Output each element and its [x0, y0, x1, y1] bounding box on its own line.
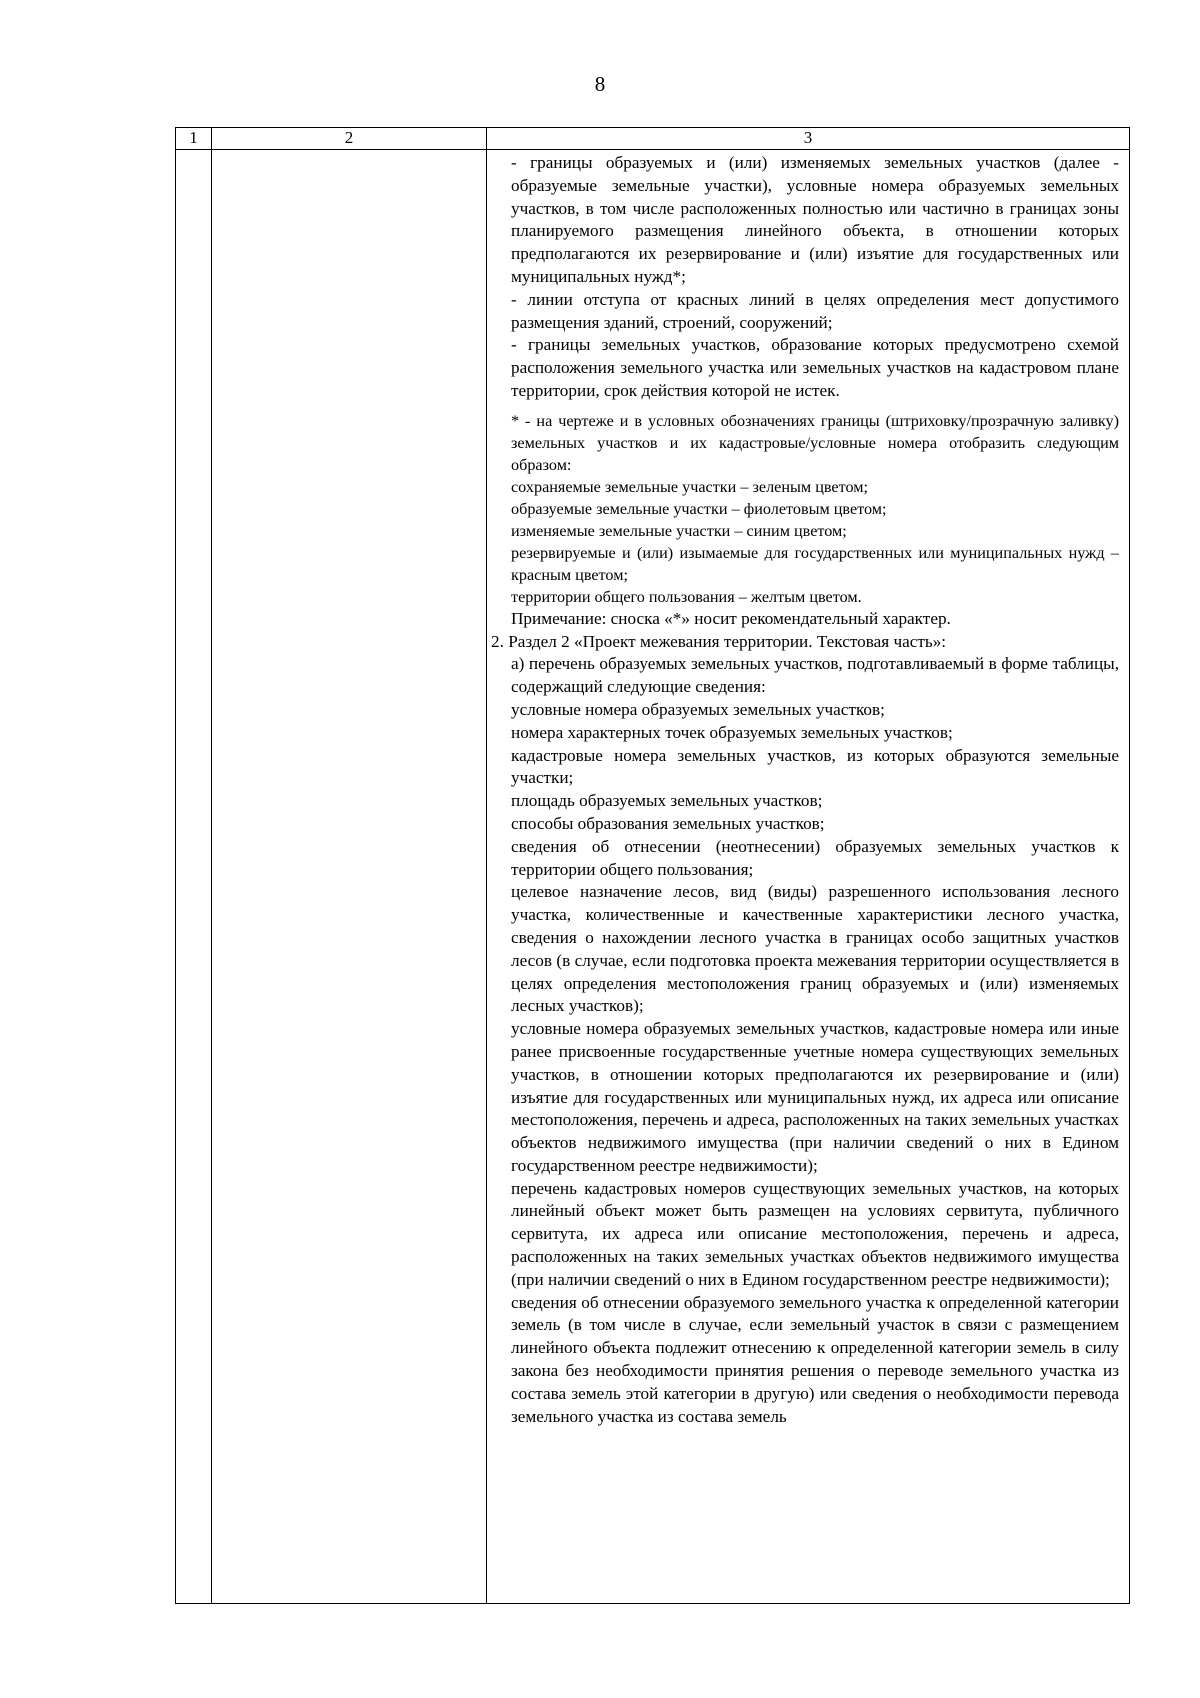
list-item: целевое назначение лесов, вид (виды) разрешенного использования лесного участка, количественные и качественные характеристики лесного участка, сведения о нахождении лесного участка в границах особо защитных участков лесов (в случае, если подготовка проекта межевания территории осуществляется в целях определения местоположения границ образуемых и (или) изменяемых лесных участков);: [511, 882, 1119, 1016]
column-divider-1: [211, 127, 212, 1604]
paragraph-boundaries: - границы образуемых и (или) изменяемых земельных участков (далее - образуемые земельные участки), условные номера образуемых земельных участков, в том числе расположенных полностью или частично в границах зоны планируемого размещения линейного объекта, в отношении которых предполагаются их резервирование и (или) изъятие для государственных или муниципальных нужд*;: [511, 153, 1119, 286]
table-border-bottom: [175, 1603, 1130, 1604]
footnote-blue: изменяемые земельные участки – синим цветом;: [511, 521, 847, 540]
list-item: площадь образуемых земельных участков;: [511, 791, 823, 811]
footnote-intro: * - на чертеже и в условных обозначениях границы (штриховку/прозрачную заливку) земельных участков и их кадастровые/условные номера отобразить следующим образом:: [511, 411, 1119, 474]
list-item: кадастровые номера земельных участков, из которых образуются земельные участки;: [511, 745, 1119, 788]
section-2-title: 2. Раздел 2 «Проект межевания территории. Текстовая часть»:: [491, 631, 947, 651]
column-divider-2: [486, 127, 487, 1604]
footnote-note: Примечание: сноска «*» носит рекомендательный характер.: [511, 608, 951, 628]
footnote-violet: образуемые земельные участки – фиолетовым цветом;: [511, 499, 887, 518]
paragraph-scheme-boundaries: - границы земельных участков, образование которых предусмотрено схемой расположения земельного участка или земельных участков на кадастровом плане территории, срок действия которой не истек.: [511, 335, 1119, 400]
list-item: сведения об отнесении образуемого земельного участка к определенной категории земель (в том числе в случае, если земельный участок в связи с размещением линейного объекта подлежит отнесению к определенной категории земель в силу закона без необходимости принятия решения о переводе земельного участка из состава земель этой категории в другую) или сведения о необходимости перевода земельного участка из состава земель: [511, 1292, 1119, 1426]
list-item: условные номера образуемых земельных участков;: [511, 699, 885, 719]
list-item: а) перечень образуемых земельных участков, подготавливаемый в форме таблицы, содержащий следующие сведения:: [511, 654, 1119, 697]
footnote-green: сохраняемые земельные участки – зеленым цветом;: [511, 477, 868, 496]
list-item: способы образования земельных участков;: [511, 813, 825, 833]
page-number: 8: [594, 72, 606, 96]
list-item: условные номера образуемых земельных участков, кадастровые номера или иные ранее присвоенные государственные учетные номера существующих земельных участков, в отношении которых предполагаются их резервирование и (или) изъятие для государственных или муниципальных нужд, их адреса или описание местоположения, перечень и адреса, расположенных на таких земельных участках объектов недвижимого имущества (при наличии сведений о них в Едином государственном реестре недвижимости);: [511, 1019, 1119, 1175]
column-header-2: 2: [344, 128, 354, 147]
column-header-1: 1: [189, 128, 198, 147]
table-border-left: [175, 127, 176, 1604]
list-item: перечень кадастровых номеров существующих земельных участков, на которых линейный объект может быть размещен на условиях сервитута, публичного сервитута, их адреса или описание местоположения, перечень и адреса, расположенных на таких земельных участках объектов недвижимого имущества (при наличии сведений о них в Едином государственном реестре недвижимости);: [511, 1178, 1119, 1289]
column-3-content: [491, 152, 1119, 1428]
paragraph-setback-lines: - линии отступа от красных линий в целях определения мест допустимого размещения зданий, строений, сооружений;: [511, 289, 1119, 332]
footnote-red: резервируемые и (или) изымаемые для государственных или муниципальных нужд – красным цветом;: [511, 543, 1119, 584]
column-header-3: 3: [803, 128, 813, 147]
footnote-yellow: территории общего пользования – желтым цветом.: [511, 587, 862, 606]
table-border-right: [1129, 127, 1130, 1604]
list-item: сведения об отнесении (неотнесении) образуемых земельных участков к территории общего пользования;: [511, 836, 1119, 879]
document-table: [175, 127, 1130, 1604]
header-divider: [175, 149, 1130, 150]
list-item: номера характерных точек образуемых земельных участков;: [511, 722, 953, 742]
